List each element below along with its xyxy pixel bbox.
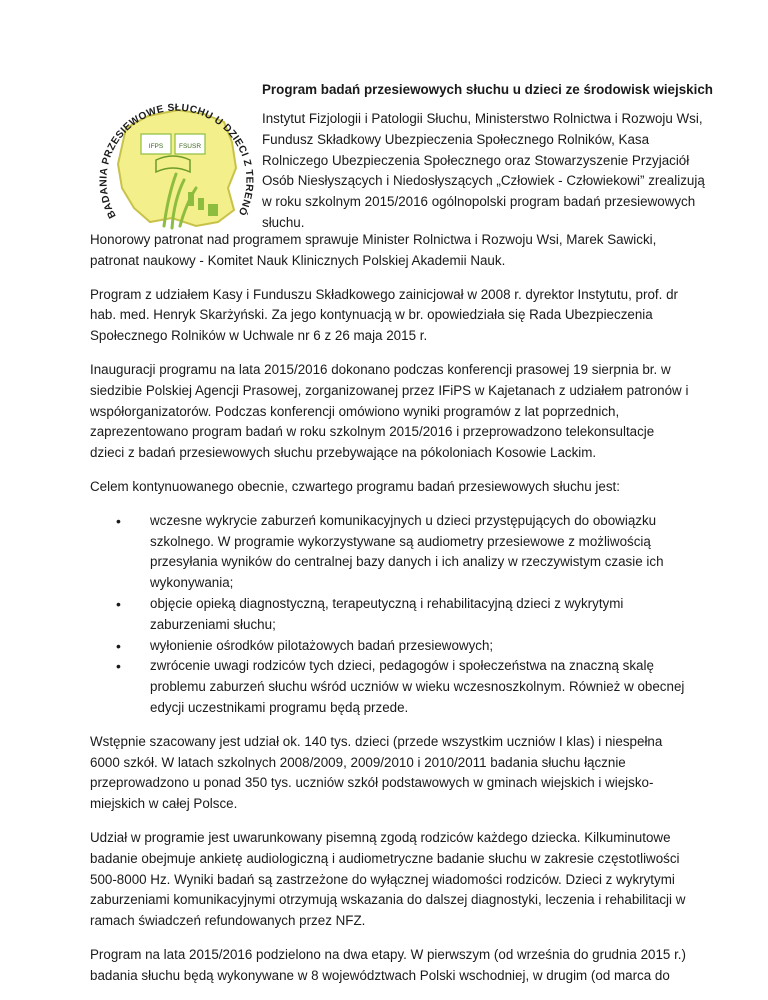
document-title: Program badań przesiewowych słuchu u dzieci ze środowisk wiejskich (262, 82, 713, 97)
list-item: • zwrócenie uwagi rodziców tych dzieci, pedagogów i społeczeństwa na znaczną skalę problemu zaburzeń słuchu wśród uczniów w wieku wczesnoszkolnym. Również w obecnej edycji uczestnikami programu będą przede. (150, 656, 690, 718)
goals-list (90, 511, 690, 719)
ifps-badge-text: IFPS (148, 143, 164, 150)
stages-paragraph: Program na lata 2015/2016 podzielono na dwa etapy. W pierwszym (od września do grudnia 2015 r.) badania słuchu będą wykonywane w 8 województwach Polski wschodniej, w drugim (od marca do (90, 946, 686, 983)
document-body (90, 230, 690, 1000)
logo-graphic (86, 76, 262, 252)
program-logo (86, 76, 262, 252)
list-item: • wyłonienie ośrodków pilotażowych badań przesiewowych; (150, 636, 690, 657)
history-paragraph: Program z udziałem Kasy i Funduszu Składkowego zainicjował w 2008 r. dyrektor Instytutu, prof. dr hab. med. Henryk Skarżyński. Za jego kontynuacją w br. opowiedziała się Rada Ubezpieczenia Społecznego Rolników w Uchwale nr 6 z 26 maja 2015 r. (90, 286, 678, 344)
list-item: • wczesne wykrycie zaburzeń komunikacyjnych u dzieci przystępujących do obowiązku szkolnego. W programie wykorzystywane są audiometry przesiewowe z możliwością przesyłania wyników do centralnej bazy danych i ich analizy w rzeczywistym czasie ich wykonywania; (150, 511, 690, 594)
goals-intro-paragraph: Celem kontynuowanego obecnie, czwartego programu badań przesiewowych słuchu jest: (90, 478, 620, 494)
consent-paragraph: Udział w programie jest uwarunkowany pisemną zgodą rodziców każdego dziecka. Kilkuminutowe badanie obejmuje ankietę audiologiczną i audiometryczne badanie słuchu w zakresie częstotliwości 500-8000 Hz. Wyniki badań są zastrzeżone do wyłącznej wiadomości rodziców. Dzieci z wykrytymi zaburzeniami komunikacyjnymi otrzymują wskazania do dalszej diagnostyki, leczenia i rehabilitacji w ramach świadczeń refundowanych przez NFZ. (90, 829, 686, 929)
inauguration-paragraph: Inauguracji programu na lata 2015/2016 dokonano podczas konferencji prasowej 19 sierpnia br. w siedzibie Polskiej Agencji Prasowej, zorganizowanej przez IFiPS w Kajetanach z udziałem patronów i współorganizatorów. Podczas konferencji omówiono wyniki programów z lat poprzednich, zaprezentowano program badań w roku szkolnym 2015/2016 i przeprowadzono telekonsultacje dzieci z badań przesiewowych słuchu przebywające na pókoloniach Kosowie Lackim. (90, 361, 689, 461)
participation-paragraph: Wstępnie szacowany jest udział ok. 140 tys. dzieci (przede wszystkim uczniów I klas) i niespełna 6000 szkół. W latach szkolnych 2008/2009, 2009/2010 i 2010/2011 badania słuchu łącznie przeprowadzono u ponad 350 tys. uczniów szkół podstawowych w gminach wiejskich i wiejsko-miejskich w całej Polsce. (90, 733, 663, 812)
list-item: • objęcie opieką diagnostyczną, terapeutyczną i rehabilitacyjną dzieci z wykrytymi zaburzeniami słuchu; (150, 594, 690, 636)
patronage-paragraph: Honorowy patronat nad programem sprawuje Minister Rolnictwa i Rozwoju Wsi, Marek Sawicki, patronat naukowy - Komitet Nauk Klinicznych Polskiej Akademii Nauk. (90, 232, 657, 268)
logo-arc-text: BADANIA PRZESIEWOWE SŁUCHU U DZIECI Z TERENÓ (98, 102, 255, 220)
intro-paragraph: Instytut Fizjologii i Patologii Słuchu, Ministerstwo Rolnictwa i Rozwoju Wsi, Fundusz Składkowy Ubezpieczenia Społecznego Rolników, Kasa Rolniczego Ubezpieczenia Społecznego oraz Stowarzyszenie Przyjaciół Osób Niesłyszących i Niedosłyszących „Człowiek - Człowiekowi” zrealizują w roku szkolnym 2015/2016 ogólnopolski program badań przesiewowych słuchu. (262, 111, 705, 230)
fsusr-badge-text: FSUSR (178, 143, 202, 150)
